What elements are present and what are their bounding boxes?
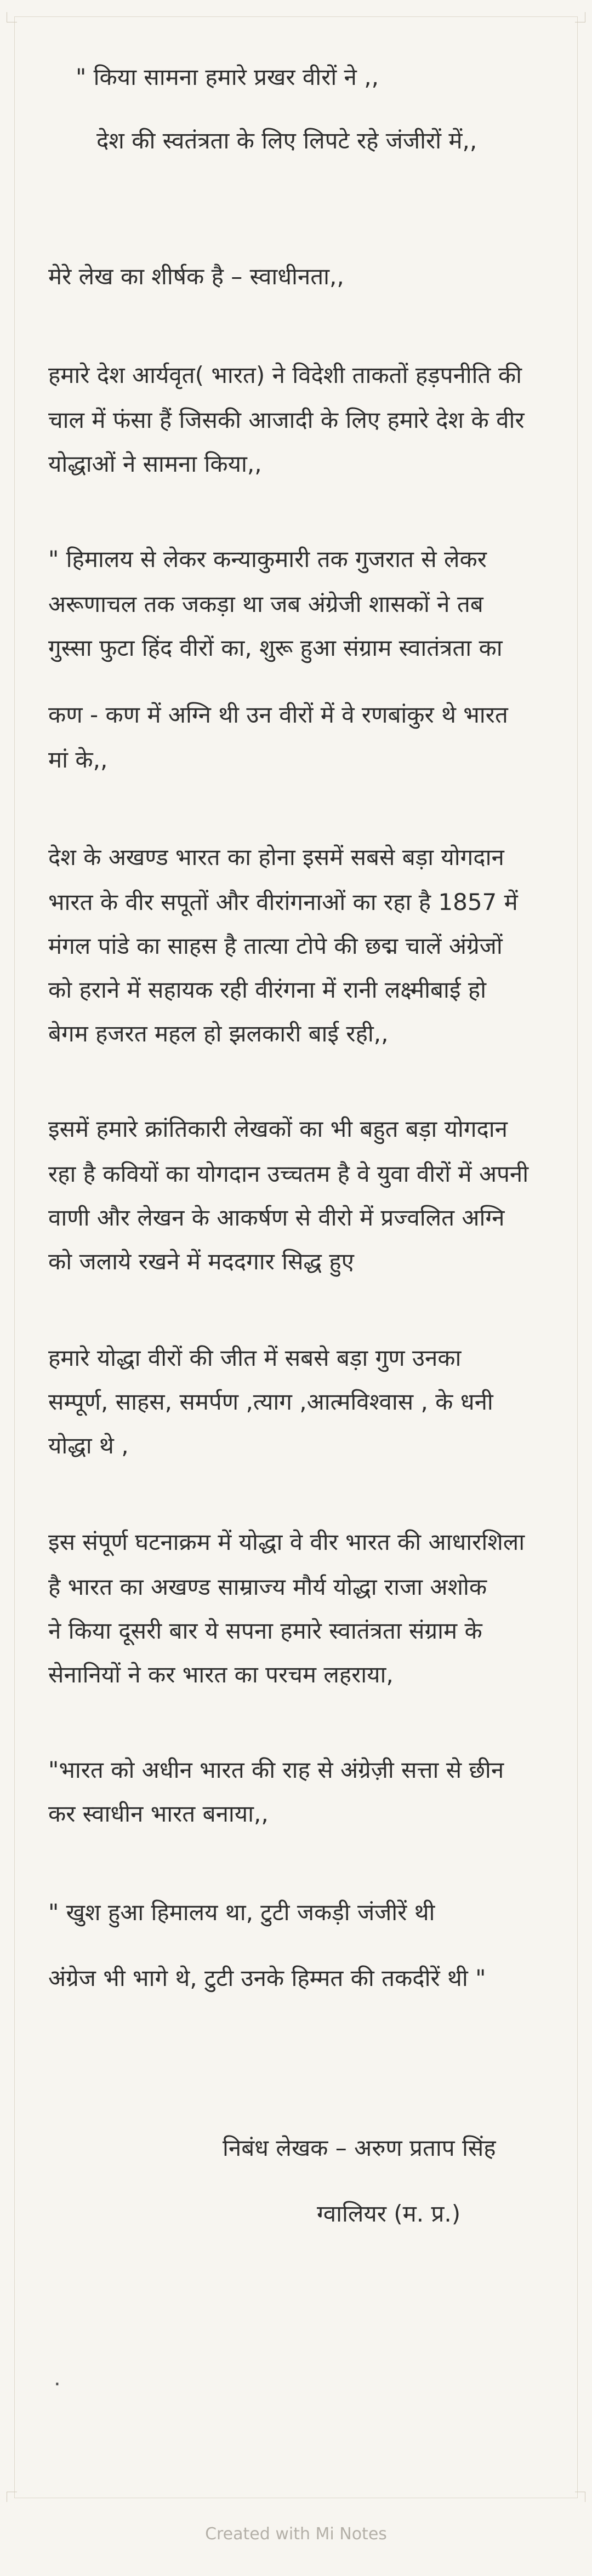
note-line: " हिमालय से लेकर कन्याकुमारी तक गुजरात से लेकर	[48, 546, 487, 573]
note-line: वाणी और लेखन के आकर्षण से वीरो में प्रज्वलित अग्नि	[48, 1204, 505, 1231]
note-line: को हराने में सहायक रही वीरंगना में रानी लक्ष्मीबाई हो	[48, 976, 487, 1003]
note-line: सेनानियों ने कर भारत का परचम लहराया,	[48, 1661, 394, 1688]
note-line: हमारे देश आर्यवृत( भारत) ने विदेशी ताकतों हड़पनीति की	[48, 362, 522, 388]
note-line: रहा है कवियों का योगदान उच्चतम है वे युवा वीरों में अपनी	[48, 1160, 529, 1187]
note-line: योद्धा थे ,	[48, 1432, 129, 1459]
note-line: चाल में फंसा हैं जिसकी आजादी के लिए हमारे देश के वीर	[48, 407, 525, 433]
note-line: ने किया दूसरी बार ये सपना हमारे स्वातंत्रता संग्राम के	[48, 1617, 482, 1644]
note-line: "भारत को अधीन भारत की राह से अंग्रेज़ी सत्ता से छीन	[48, 1756, 504, 1783]
note-line: गुस्सा फुटा हिंद वीरों का, शुरू हुआ संग्राम स्वातंत्रता का	[48, 634, 503, 661]
note-line: भारत के वीर सपूतों और वीरांगनाओं का रहा है 1857 में	[48, 889, 518, 915]
note-line: कण - कण में अग्नि थी उन वीरों में वे रणबांकुर थे भारत	[48, 701, 508, 728]
note-line: मेरे लेख का शीर्षक है – स्वाधीनता,,	[48, 263, 344, 290]
note-line: मां के,,	[48, 746, 108, 773]
frame-corner-ornament	[575, 2492, 585, 2502]
note-line: देश के अखण्ड भारत का होना इसमें सबसे बड़ा योगदान	[48, 844, 504, 871]
note-line: इस संपूर्ण घटनाक्रम में योद्धा वे वीर भारत की आधारशिला	[48, 1529, 525, 1555]
frame-corner-ornament	[7, 2492, 17, 2502]
note-line: " किया सामना हमारे प्रखर वीरों ने ,,	[76, 64, 379, 90]
note-line: बेगम हजरत महल हो झलकारी बाई रही,,	[48, 1020, 389, 1047]
note-line: योद्धाओं ने सामना किया,,	[48, 450, 262, 477]
note-line: " खुश हुआ हिमालय था, टुटी जकड़ी जंजीरें थी	[48, 1899, 435, 1926]
note-line: इसमें हमारे क्रांतिकारी लेखकों का भी बहुत बड़ा योगदान	[48, 1115, 508, 1142]
note-line: सम्पूर्ण, साहस, समर्पण ,त्याग ,आत्मविश्वास , के धनी	[48, 1388, 493, 1415]
note-line: कर स्वाधीन भारत बनाया,,	[48, 1800, 269, 1827]
note-line: अंग्रेज भी भागे थे, टुटी उनके हिम्मत की तकदीरें थी "	[48, 1965, 486, 1991]
frame-corner-ornament	[575, 12, 585, 22]
note-line: देश की स्वतंत्रता के लिए लिपटे रहे जंजीरों में,,	[96, 127, 477, 154]
trailing-dot: .	[54, 2366, 61, 2391]
signature-author: निबंध लेखक – अरुण प्रताप सिंह	[223, 2134, 496, 2161]
note-line: मंगल पांडे का साहस है तात्या टोपे की छद्म चालें अंग्रेजों	[48, 932, 503, 959]
note-line: अरूणाचल तक जकड़ा था जब अंग्रेजी शासकों ने तब	[48, 591, 483, 617]
frame-corner-ornament	[7, 12, 17, 22]
note-line: को जलाये रखने में मददगार सिद्ध हुए	[48, 1248, 354, 1275]
note-line: है भारत का अखण्ड साम्राज्य मौर्य योद्धा राजा अशोक	[48, 1573, 487, 1600]
footer-credit: Created with Mi Notes	[205, 2525, 387, 2544]
signature-location: ग्वालियर (म. प्र.)	[317, 2200, 461, 2227]
note-line: हमारे योद्धा वीरों की जीत में सबसे बड़ा गुण उनका	[48, 1344, 462, 1371]
